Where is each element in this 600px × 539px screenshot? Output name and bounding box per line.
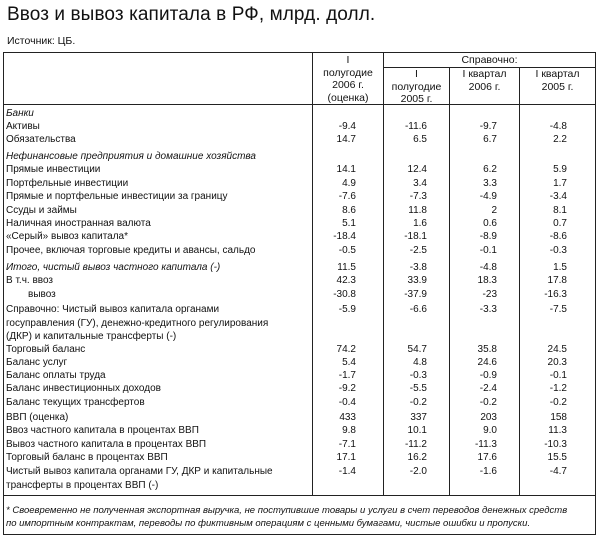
row-label: Прямые инвестиции: [6, 164, 101, 175]
table-cell: -5.5: [409, 383, 427, 394]
table-cell: -1.2: [549, 383, 567, 394]
table-cell: -0.4: [338, 397, 356, 408]
table-cell: 14.1: [336, 164, 356, 175]
table-cell: -11.2: [404, 439, 427, 450]
header-line: 2005 г.: [400, 93, 433, 105]
table-cell: -4.8: [479, 262, 497, 273]
row-label: Баланс услуг: [6, 357, 68, 368]
table-cell: 17.6: [477, 452, 497, 463]
table-cell: -4.7: [549, 466, 567, 477]
table-cell: 17.1: [336, 452, 356, 463]
row-label: Обязательства: [6, 134, 76, 145]
row-label: Торговый баланс в процентах ВВП: [6, 452, 168, 463]
table-cell: -0.2: [479, 397, 497, 408]
row-label: Нефинансовые предприятия и домашние хозяйства: [6, 151, 256, 162]
table-cell: 54.7: [407, 344, 427, 355]
table-cell: -2.4: [479, 383, 497, 394]
table-cell: 16.2: [407, 452, 427, 463]
footnote-line: по импортным контрактам, переводы по фиктивным операциям с ценными бумагами, чистые ошибки и пропуски.: [6, 517, 531, 529]
table-cell: 12.4: [407, 164, 427, 175]
table-cell: -0.3: [409, 370, 427, 381]
table-cell: 18.3: [477, 275, 497, 286]
table-cell: 24.5: [547, 344, 567, 355]
footnote-divider: [3, 495, 596, 496]
row-label: Наличная иностранная валюта: [6, 218, 151, 229]
table-cell: 158: [550, 412, 567, 423]
table-cell: -23: [482, 289, 497, 300]
table-cell: 5.9: [553, 164, 567, 175]
table-cell: 9.0: [483, 425, 497, 436]
table-cell: 1.5: [553, 262, 567, 273]
header-line: I: [415, 68, 418, 80]
table-cell: -6.6: [409, 304, 427, 315]
table-cell: -8.9: [479, 231, 497, 242]
table-cell: -9.2: [338, 383, 356, 394]
row-label: Итого, чистый вывоз частного капитала (-): [6, 262, 221, 273]
row-label: Баланс оплаты труда: [6, 370, 106, 381]
table-cell: 11.5: [337, 262, 356, 273]
row-label: (ДКР) и капитальные трансферты (-): [6, 331, 177, 342]
table-cell: -16.3: [544, 289, 567, 300]
table-cell: 2: [491, 205, 497, 216]
header-line: I: [346, 54, 350, 66]
row-label: Портфельные инвестиции: [6, 178, 129, 189]
table-cell: 11.3: [548, 425, 567, 436]
header-line: I квартал: [462, 68, 507, 80]
table-cell: -3.8: [409, 262, 427, 273]
row-label: ВВП (оценка): [6, 412, 69, 423]
table-cell: -0.3: [549, 245, 567, 256]
row-label: Ввоз частного капитала в процентах ВВП: [6, 425, 199, 436]
header-line: 2006 г.: [332, 79, 364, 91]
table-cell: -0.5: [338, 245, 356, 256]
table-cell: -2.5: [409, 245, 427, 256]
table-cell: -2.0: [409, 466, 427, 477]
table-cell: 33.9: [407, 275, 427, 286]
source-note: Источник: ЦБ.: [7, 35, 76, 47]
header-line: 2006 г.: [468, 80, 501, 93]
table-cell: -11.3: [474, 439, 497, 450]
table-cell: 11.8: [408, 205, 427, 216]
header-line: (оценка): [327, 91, 369, 104]
column-header-reference: Справочно:: [461, 54, 518, 66]
table-cell: 0.7: [553, 218, 567, 229]
table-cell: 8.1: [553, 205, 567, 216]
table-cell: -1.6: [479, 466, 497, 477]
table-cell: -4.8: [549, 121, 567, 132]
table-cell: -18.4: [333, 231, 356, 242]
table-cell: -5.9: [338, 304, 356, 315]
footnote: [6, 505, 586, 530]
row-label: Баланс инвестиционных доходов: [6, 383, 161, 394]
header-line: 2005 г.: [541, 80, 574, 93]
table-cell: 10.1: [407, 425, 427, 436]
table-cell: -9.4: [338, 121, 356, 132]
table-cell: 20.3: [547, 357, 567, 368]
table-cell: 4.8: [413, 357, 427, 368]
table-cell: -37.9: [404, 289, 427, 300]
table-cell: -0.1: [549, 370, 567, 381]
row-label: Прямые и портфельные инвестиции за границу: [6, 191, 228, 202]
table-cell: 203: [480, 412, 497, 423]
table-cell: -0.1: [479, 245, 497, 256]
table-cell: 1.7: [553, 178, 567, 189]
row-label: Активы: [6, 121, 40, 132]
column-header-h1-2006: [313, 54, 383, 104]
table-cell: 3.3: [483, 178, 497, 189]
table-cell: -18.1: [404, 231, 427, 242]
table-cell: -7.6: [338, 191, 356, 202]
table-cell: 337: [410, 412, 427, 423]
table-cell: 8.6: [342, 205, 356, 216]
row-label: «Серый» вывоз капитала*: [6, 231, 129, 242]
table-cell: -10.3: [544, 439, 567, 450]
table-cell: 35.8: [477, 344, 497, 355]
table-cell: 24.6: [477, 357, 497, 368]
table-cell: 6.7: [483, 134, 497, 145]
table-cell: 17.8: [547, 275, 567, 286]
table-cell: -3.4: [549, 191, 567, 202]
row-label: Вывоз частного капитала в процентах ВВП: [6, 439, 207, 450]
table-cell: -1.4: [338, 466, 356, 477]
table-cell: 2.2: [553, 134, 567, 145]
table-cell: -8.6: [549, 231, 567, 242]
row-label: Баланс текущих трансфертов: [6, 397, 145, 408]
footnote-line: * Своевременно не полученная экспортная выручка, не поступившие товары и услуги в счет переводов денежных средств: [6, 505, 568, 516]
column-header-q1-2006: [450, 68, 519, 93]
page-title: Ввоз и вывоз капитала в РФ, млрд. долл.: [7, 4, 376, 25]
table-cell: -0.9: [479, 370, 497, 381]
table-cell: 433: [339, 412, 356, 423]
table-cell: 6.2: [483, 164, 497, 175]
table-cell: -9.7: [479, 121, 497, 132]
table-cell: -7.1: [338, 439, 356, 450]
table-cell: -3.3: [479, 304, 497, 315]
table-cell: -7.5: [549, 304, 567, 315]
table-cell: -1.7: [338, 370, 356, 381]
table-cell: 15.5: [547, 452, 567, 463]
row-label: Прочее, включая торговые кредиты и авансы, сальдо: [6, 245, 256, 256]
row-label: В т.ч. ввоз: [6, 275, 54, 286]
table-cell: -7.3: [409, 191, 427, 202]
header-line: полугодие: [323, 66, 373, 79]
table-cell: 42.3: [336, 275, 356, 286]
row-label: Справочно: Чистый вывоз капитала органами: [6, 304, 220, 315]
table-cell: -30.8: [333, 289, 356, 300]
table-cell: 4.9: [342, 178, 356, 189]
header-divider: [3, 104, 596, 105]
table-cell: 14.7: [336, 134, 356, 145]
table-cell: -4.9: [479, 191, 497, 202]
row-label: Банки: [6, 108, 34, 119]
table-cell: 1.6: [413, 218, 427, 229]
table-cell: 9.8: [342, 425, 356, 436]
row-label: Чистый вывоз капитала органами ГУ, ДКР и капитальные: [6, 466, 273, 477]
row-label: госуправления (ГУ), денежно-кредитного регулирования: [6, 317, 269, 329]
header-line: I квартал: [535, 68, 580, 80]
column-header-q1-2005: [520, 68, 595, 93]
row-label: вывоз: [28, 289, 56, 300]
column-header-h1-2005: [384, 68, 449, 106]
table-cell: 5.4: [342, 357, 356, 368]
table-cell: -0.2: [409, 397, 427, 408]
table-cell: 74.2: [336, 344, 356, 355]
table-cell: -0.2: [549, 397, 567, 408]
row-label: Ссуды и займы: [6, 205, 77, 216]
table-cell: -11.6: [404, 121, 427, 132]
table-cell: 0.6: [483, 218, 497, 229]
table-cell: 3.4: [413, 178, 427, 189]
header-line: полугодие: [391, 80, 442, 93]
row-label: Торговый баланс: [6, 344, 86, 355]
row-label: трансферты в процентах ВВП (-): [6, 479, 159, 491]
table-cell: 6.5: [413, 134, 427, 145]
table-cell: 5.1: [342, 218, 356, 229]
